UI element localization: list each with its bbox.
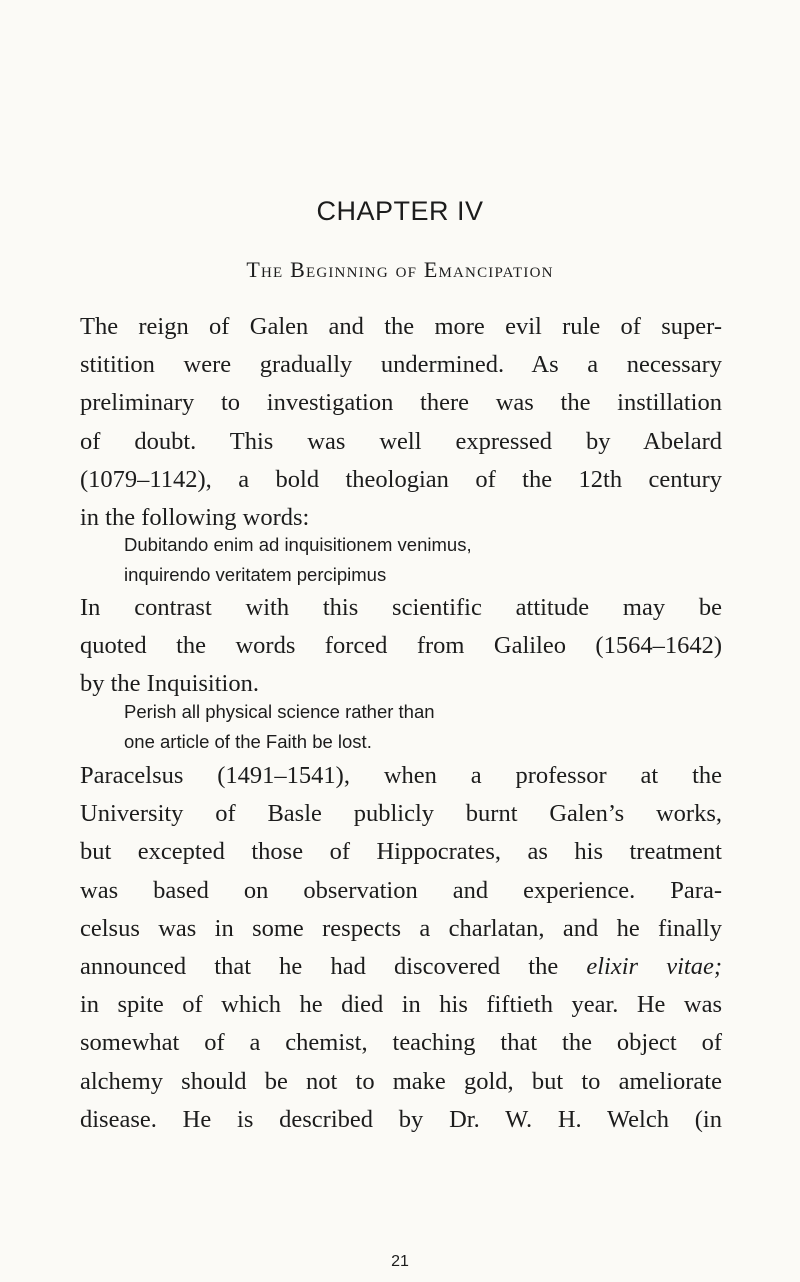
quote-line: inquirendo veritatem percipimus <box>124 564 387 585</box>
paragraph-2 <box>80 589 722 704</box>
block-quote-1 <box>124 530 684 590</box>
text-line: (1079–1142), a bold theologian of the 12th century <box>80 465 722 493</box>
chapter-heading: CHAPTER IV <box>316 196 484 226</box>
text-line <box>80 948 722 986</box>
italic-phrase: elixir vitae; <box>586 953 722 981</box>
text-line: Paracelsus (1491–1541), when a professor at the <box>80 762 722 789</box>
text-line: alchemy should be not to make gold, but to ameliorate <box>80 1067 722 1095</box>
text-line: in spite of which he died in his fiftieth year. He was <box>80 991 722 1019</box>
text-line: celsus was in some respects a charlatan, and he finally <box>80 914 722 942</box>
text-line: In contrast with this scientific attitude may be <box>80 594 722 621</box>
text-line: The reign of Galen and the more evil rule of super- <box>80 313 722 340</box>
text-line: quoted the words forced from Galileo (1564–1642) <box>80 632 722 660</box>
page-number: 21 <box>391 1253 409 1270</box>
text-fragment: announced that he had discovered the <box>80 953 559 981</box>
text-line: disease. He is described by Dr. W. H. Welch (in <box>80 1105 722 1133</box>
text-line: in the following words: <box>80 504 310 532</box>
text-line: somewhat of a chemist, teaching that the object of <box>80 1029 722 1057</box>
block-quote-2 <box>124 697 684 757</box>
quote-line: Dubitando enim ad inquisitionem venimus, <box>124 534 472 555</box>
quote-line: one article of the Faith be lost. <box>124 731 372 752</box>
paragraph-1 <box>80 308 722 537</box>
text-line: but excepted those of Hippocrates, as his treatment <box>80 838 722 866</box>
text-line: stitition were gradually undermined. As a necessary <box>80 351 722 379</box>
chapter-title: The Beginning of Emancipation <box>246 257 554 282</box>
text-line: was based on observation and experience. Para- <box>80 876 722 904</box>
paragraph-3 <box>80 757 722 1139</box>
text-line: University of Basle publicly burnt Galen’s works, <box>80 800 722 828</box>
text-line: preliminary to investigation there was the instillation <box>80 389 722 417</box>
quote-line: Perish all physical science rather than <box>124 701 435 722</box>
text-line: of doubt. This was well expressed by Abelard <box>80 427 722 455</box>
text-line: by the Inquisition. <box>80 670 259 698</box>
